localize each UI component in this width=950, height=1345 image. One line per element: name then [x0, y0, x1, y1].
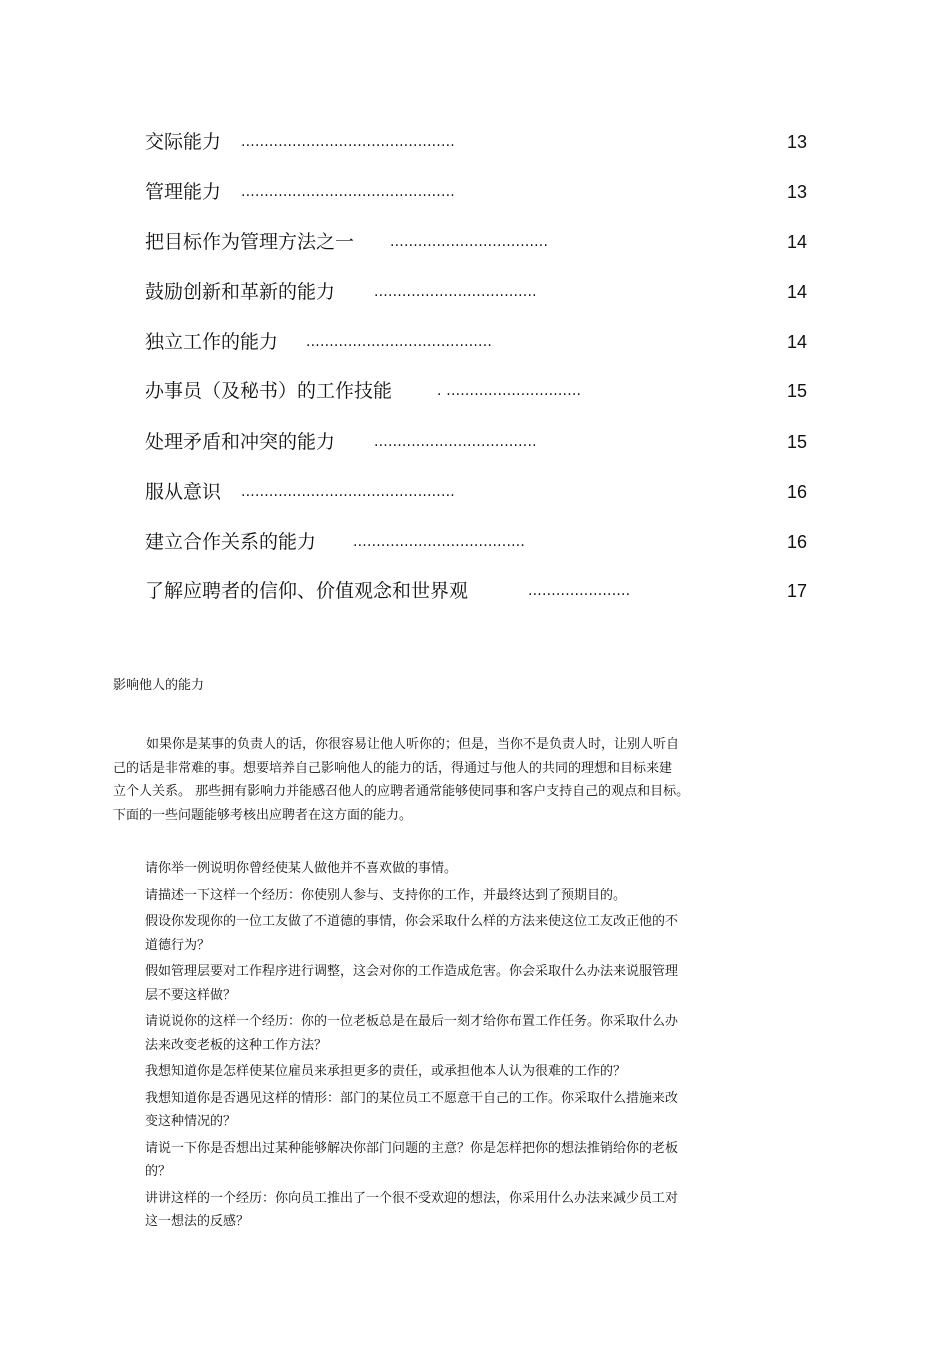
toc-page-number: 14: [786, 282, 807, 302]
question-item: [145, 1187, 765, 1234]
paragraph-line: 立个人关系。 那些拥有影响力并能感召他人的应聘者通常能够使同事和客户支持自己的观点和目标。: [113, 784, 690, 799]
toc-leader-dots: ..............................................: [241, 484, 455, 500]
question-line: 请描述一下这样一个经历：你使别人参与、支持你的工作，并最终达到了预期目的。: [145, 887, 627, 903]
question-line: 我想知道你是怎样使某位雇员来承担更多的责任，或承担他本人认为很难的工作的？: [145, 1064, 627, 1079]
toc-entry-title: 了解应聘者的信仰、价值观念和世界观: [145, 580, 469, 602]
question-item: [145, 960, 765, 1007]
toc-leader-dots: ...................................: [374, 434, 537, 450]
toc-leader-dots: ..............................................: [241, 184, 455, 200]
question-line: 变这种情况的？: [145, 1114, 237, 1129]
toc-entry[interactable]: [0, 376, 950, 406]
question-line: 请说说你的这样一个经历：你的一位老板总是在最后一刻才给你布置工作任务。你采取什么办: [145, 1014, 679, 1029]
intro-paragraph: [113, 733, 773, 827]
question-line: 层不要这样做？: [145, 987, 237, 1003]
toc-leader-dots: ........................................: [306, 334, 493, 350]
toc-entry[interactable]: [0, 427, 950, 457]
toc-leader-dots: ...................................: [374, 284, 537, 300]
question-line: 法来改变老板的这种工作方法？: [145, 1037, 328, 1053]
toc-page-number: 13: [786, 182, 807, 202]
toc-entry[interactable]: [0, 576, 950, 606]
paragraph-line: 己的话是非常难的事。想要培养自己影响他人的能力的话，得通过与他人的共同的理想和目标来建: [113, 760, 673, 776]
toc-entry-title: 处理矛盾和冲突的能力: [145, 431, 336, 453]
question-line: 的？: [145, 1164, 172, 1179]
toc-page-number: 15: [786, 432, 807, 452]
toc-leader-dots: ..................................: [390, 234, 549, 250]
toc-page-number: 16: [786, 532, 807, 552]
toc-entry-title: 鼓励创新和革新的能力: [145, 281, 336, 303]
toc-page-number: 17: [786, 581, 807, 601]
toc-leader-dots: . .............................: [437, 383, 582, 399]
question-list: [145, 857, 765, 1237]
question-item: [145, 910, 765, 957]
toc-page-number: 14: [786, 232, 807, 252]
toc-entry-title: 办事员（及秘书）的工作技能: [145, 380, 393, 402]
question-line: 请说一下你是否想出过某种能够解决你部门问题的主意？你是怎样把你的想法推销给你的老板: [145, 1140, 679, 1156]
toc-page-number: 13: [786, 132, 807, 152]
question-line: 这一想法的反感？: [145, 1214, 250, 1229]
toc-page-number: 16: [786, 482, 807, 502]
toc-entry-title: 独立工作的能力: [145, 331, 279, 353]
toc-entry-title: 管理能力: [145, 181, 222, 203]
question-line: 请你举一例说明你曾经使某人做他并不喜欢做的事情。: [145, 861, 458, 876]
question-line: 假设你发现你的一位工友做了不道德的事情，你会采取什么样的方法来使这位工友改正他的不: [145, 914, 679, 929]
toc-entry-title: 服从意识: [145, 481, 222, 503]
toc-page-number: 14: [786, 332, 807, 352]
question-line: 道德行为？: [145, 937, 211, 953]
toc-entry-title: 建立合作关系的能力: [145, 531, 317, 553]
question-line: 讲讲这样的一个经历：你向员工推出了一个很不受欢迎的想法，你采用什么办法来减少员工对: [145, 1190, 679, 1206]
toc-entry[interactable]: [0, 477, 950, 507]
toc-entry[interactable]: [0, 327, 950, 357]
toc-leader-dots: ..............................................: [241, 134, 455, 150]
question-line: 假如管理层要对工作程序进行调整，这会对你的工作造成危害。你会采取什么办法来说服管理: [145, 964, 679, 979]
toc-entry-title: 交际能力: [145, 131, 222, 153]
question-line: 我想知道你是否遇见这样的情形：部门的某位员工不愿意干自己的工作。你采取什么措施来改: [145, 1090, 679, 1106]
toc-leader-dots: ......................: [528, 583, 631, 599]
toc-leader-dots: .....................................: [353, 534, 526, 550]
paragraph-line: 如果你是某事的负责人的话，你很容易让他人听你的；但是，当你不是负责人时，让别人听自: [146, 737, 680, 752]
toc-entry[interactable]: [0, 127, 950, 157]
section-heading: 影响他人的能力: [113, 678, 205, 693]
toc-entry[interactable]: [0, 527, 950, 557]
toc-entry[interactable]: [0, 227, 950, 257]
toc-entry[interactable]: [0, 177, 950, 207]
toc-entry-title: 把目标作为管理方法之一: [145, 231, 355, 253]
question-item: [145, 1060, 765, 1084]
toc-entry[interactable]: [0, 277, 950, 307]
toc-page-number: 15: [786, 381, 807, 401]
question-item: [145, 1010, 765, 1057]
question-item: [145, 884, 765, 908]
question-item: [145, 1087, 765, 1134]
paragraph-line: 下面的一些问题能够考核出应聘者在这方面的能力。: [113, 807, 413, 823]
question-item: [145, 857, 765, 881]
question-item: [145, 1137, 765, 1184]
